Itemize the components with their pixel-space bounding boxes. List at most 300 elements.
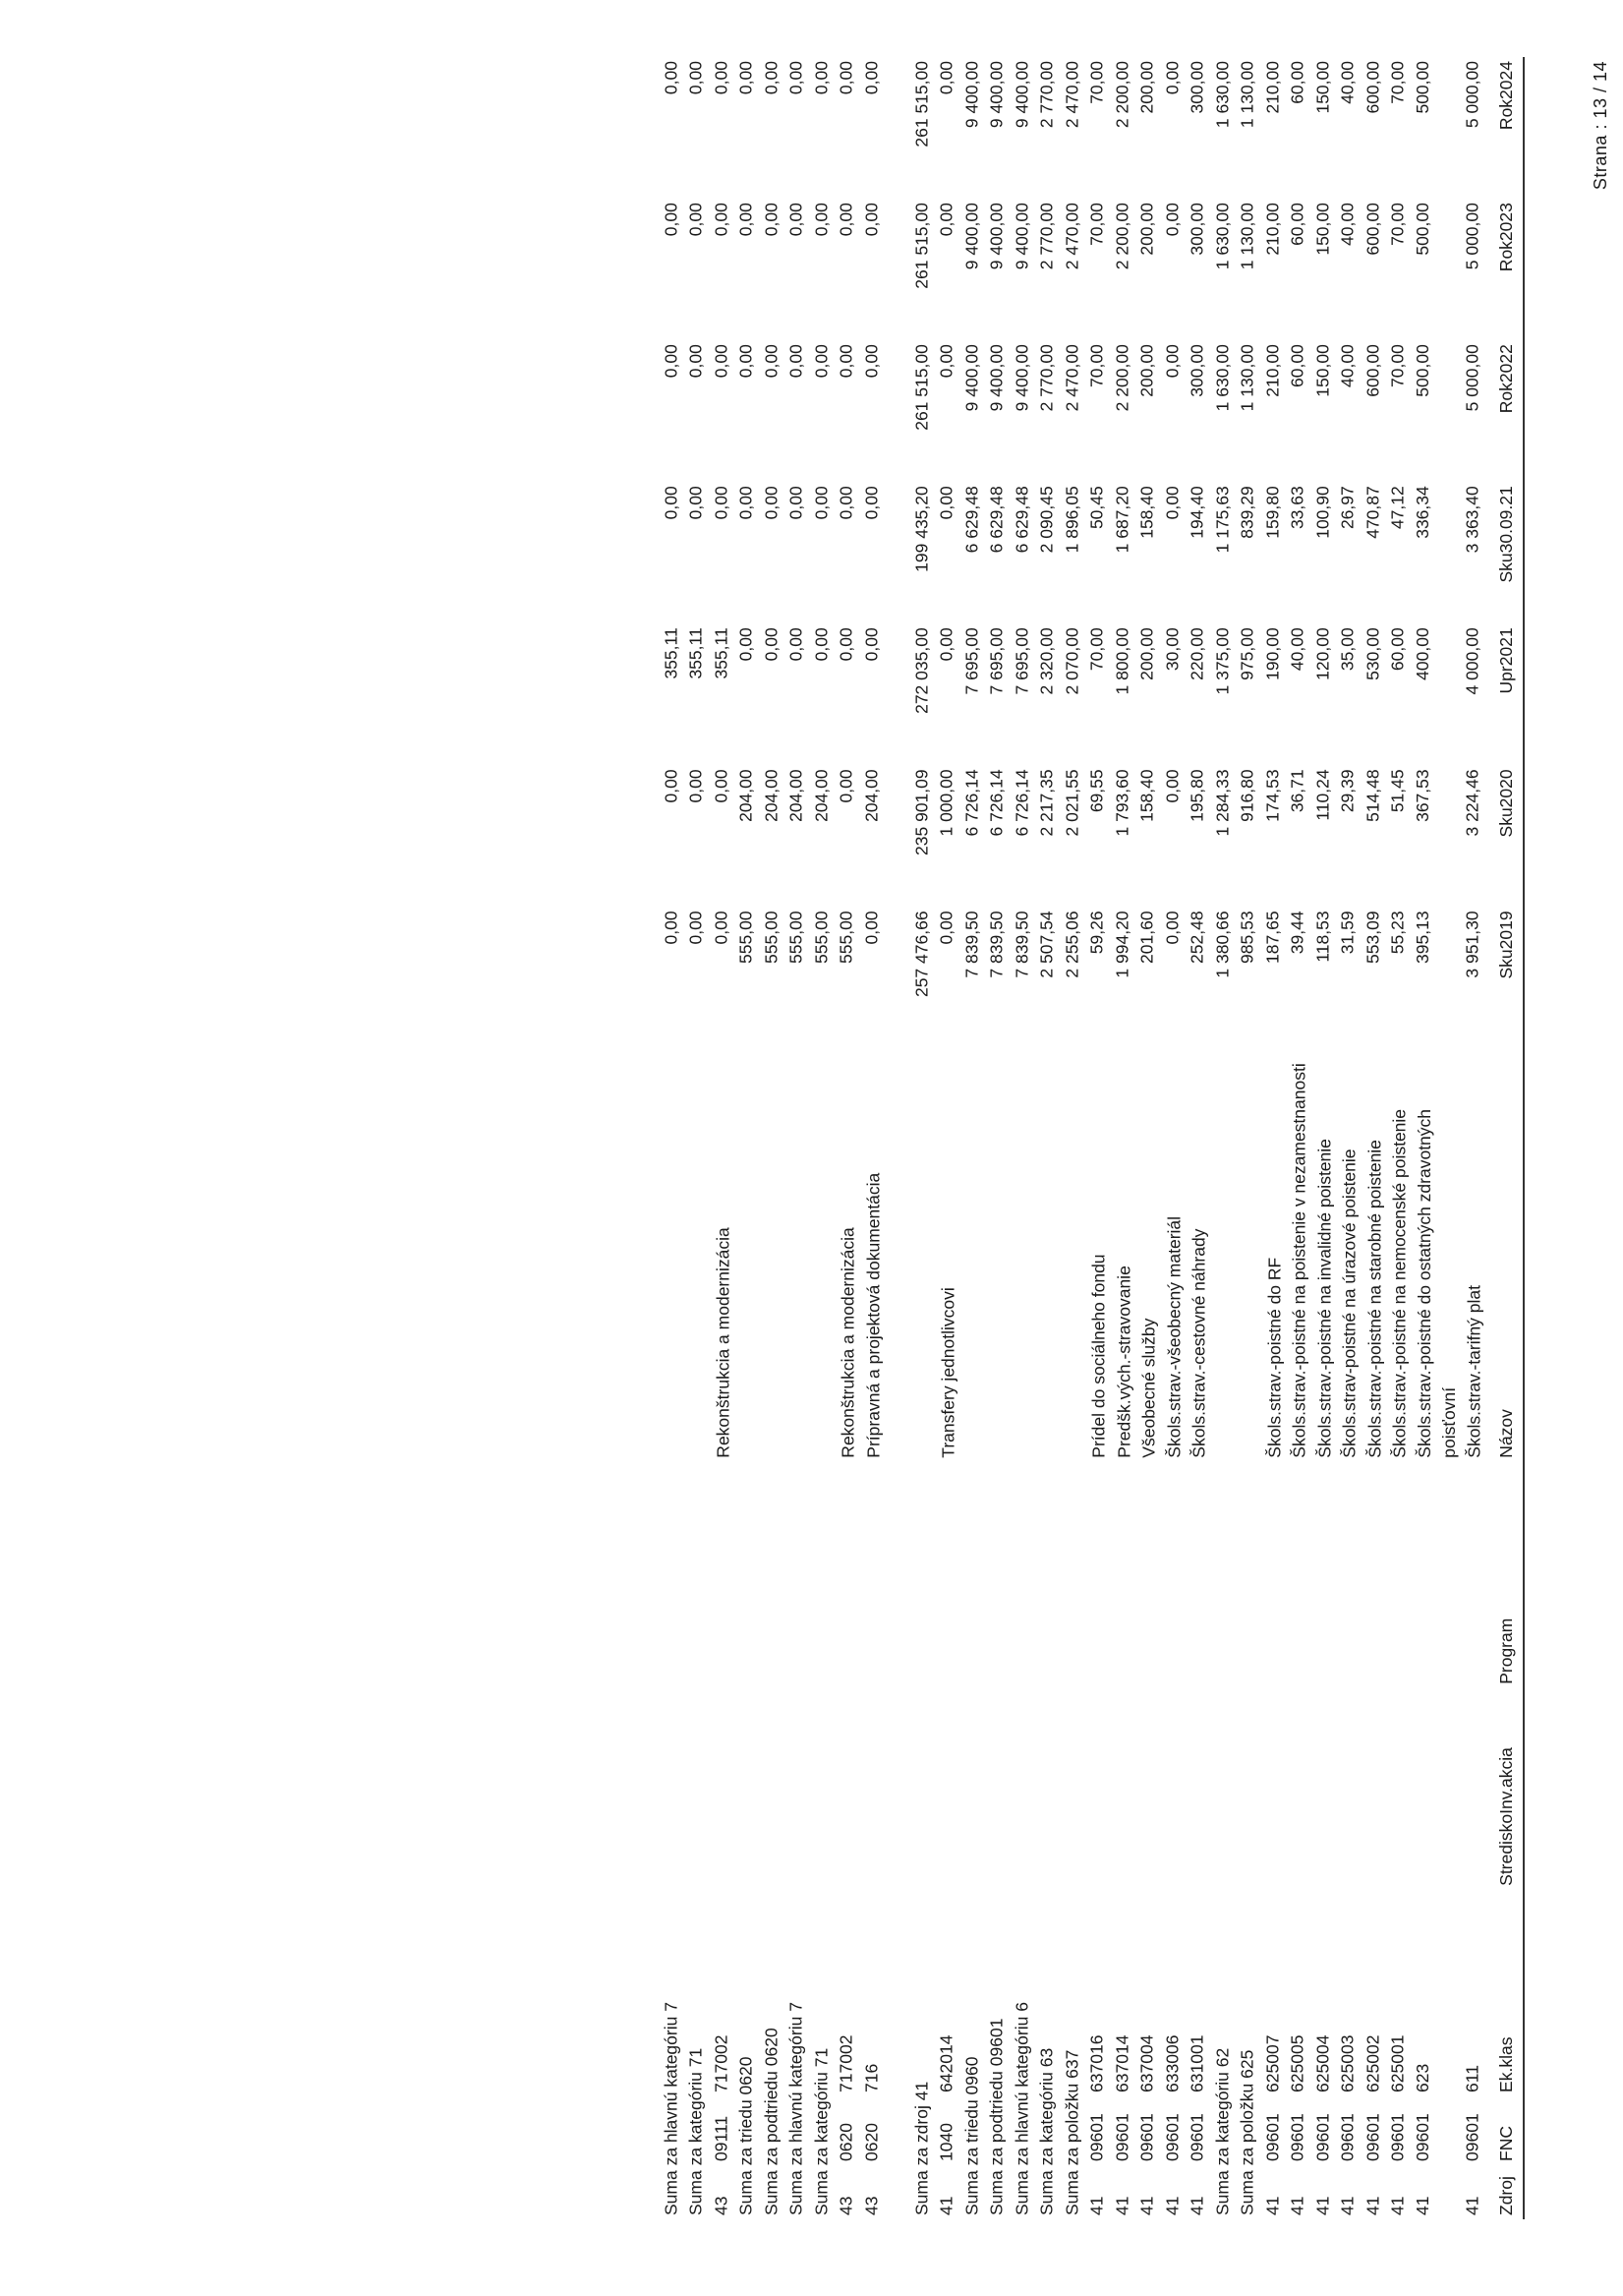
cell-rok2024: 0,00 [786,61,806,95]
cell-sku2019: 7 839,50 [961,911,982,978]
cell-zdroj: 41 [1338,2196,1358,2215]
cell-sku2020: 0,00 [1162,769,1183,803]
cell-upr2021: 0,00 [861,627,882,662]
cell-rok2023: 60,00 [1288,203,1307,246]
cell-sku300921: 0,00 [837,486,856,520]
cell-nazov: Škols.strav.-cestovné náhrady [1189,1228,1209,1458]
cell-rok2022: 60,00 [1288,344,1307,387]
sum-row [1238,57,1263,2219]
cell-ekklas: 611 [1462,2065,1482,2092]
cell-rok2024: 70,00 [1087,61,1107,104]
cell-rok2022: 70,00 [1388,344,1408,387]
col-header-sku300921: Sku30.09.21 [1495,486,1516,583]
cell-fnc: 09601 [1462,2113,1482,2161]
cell-ekklas: 631001 [1188,2034,1207,2092]
cell-ekklas: 642014 [937,2034,956,2092]
cell-rok2024: 0,00 [661,61,681,95]
table-row [1163,57,1188,2219]
cell-upr2021: 355,11 [711,627,731,679]
cell-sku300921: 839,29 [1238,486,1257,539]
cell-stredisko [1263,1688,1289,1890]
cell-stredisko [1313,1688,1339,1890]
cell-sku2020: 174,53 [1262,769,1283,822]
cell-fnc: 09601 [1137,2113,1157,2161]
cell-stredisko [862,1688,888,1890]
cell-rok2024: 300,00 [1188,61,1207,114]
cell-sku2019: 553,09 [1362,911,1383,964]
cell-ekklas: 625004 [1312,2034,1333,2092]
sum-label: Suma za triedu 0960 [961,2056,982,2215]
cell-rok2022: 9 400,00 [987,344,1007,412]
cell-rok2024: 0,00 [1162,61,1183,95]
cell-rok2023: 9 400,00 [1012,203,1032,270]
cell-rok2024: 0,00 [811,61,832,95]
cell-upr2021: 2 320,00 [1037,627,1057,695]
cell-sku2020: 51,45 [1388,769,1408,813]
cell-rok2024: 2 770,00 [1037,61,1057,129]
cell-rok2023: 261 515,00 [911,203,932,289]
sum-label: Suma za podtriedu 0620 [761,2028,782,2215]
cell-nazov: Škols.strav.-poistné na starobné poistenie [1364,1140,1385,1458]
sum-row [1063,57,1088,2219]
cell-sku2020: 69,55 [1087,769,1107,813]
cell-sku2020: 235 901,09 [911,769,932,855]
cell-ekklas: 625007 [1262,2034,1283,2092]
cell-rok2023: 40,00 [1338,203,1358,246]
col-header-rok2024: Rok2024 [1495,61,1516,131]
cell-rok2022: 600,00 [1362,344,1383,397]
cell-sku2020: 514,48 [1362,769,1383,822]
cell-rok2023: 2 770,00 [1037,203,1057,270]
cell-sku300921: 47,12 [1388,486,1408,530]
cell-fnc: 09601 [1112,2113,1132,2161]
cell-fnc: 09601 [1262,2113,1283,2161]
cell-sku2020: 0,00 [711,769,731,803]
table-row [1363,57,1389,2219]
cell-rok2024: 2 470,00 [1062,61,1082,129]
cell-ekklas: 637004 [1137,2034,1157,2092]
cell-rok2022: 2 200,00 [1112,344,1132,412]
cell-program [837,1462,862,1688]
cell-sku2020: 1 000,00 [937,769,956,837]
cell-sku300921: 159,80 [1262,486,1283,539]
cell-program [1414,1462,1463,1688]
cell-ekklas: 637014 [1112,2034,1132,2092]
cell-rok2023: 0,00 [761,203,782,237]
table-row [937,57,962,2219]
cell-rok2023: 0,00 [686,203,706,237]
cell-rok2022: 40,00 [1338,344,1358,387]
sum-row [786,57,812,2219]
cell-zdroj: 41 [1137,2196,1157,2215]
cell-upr2021: 200,00 [1137,627,1157,680]
cell-upr2021: 530,00 [1362,627,1383,680]
cell-sku300921: 0,00 [661,486,681,520]
cell-sku2019: 985,53 [1238,911,1257,964]
cell-rok2022: 200,00 [1137,344,1157,397]
cell-ekklas: 625005 [1288,2034,1307,2092]
cell-sku300921: 336,34 [1413,486,1433,539]
cell-rok2024: 0,00 [761,61,782,95]
cell-ekklas: 717002 [837,2034,856,2092]
cell-sku2019: 555,00 [786,911,806,964]
cell-fnc: 09111 [711,2115,731,2161]
cell-rok2024: 150,00 [1312,61,1333,114]
cell-sku2019: 187,65 [1262,911,1283,964]
cell-sku2019: 0,00 [661,911,681,945]
sum-label: Suma za triedu 0620 [736,2056,756,2215]
sum-label: Suma za kategóriu 71 [811,2047,832,2215]
cell-sku2019: 55,23 [1388,911,1408,955]
cell-nazov: Predšk.vých.-stravovanie [1114,1266,1134,1458]
cell-rok2023: 0,00 [661,203,681,237]
cell-sku2020: 6 726,14 [961,769,982,837]
cell-sku300921: 158,40 [1137,486,1157,539]
cell-stredisko [1288,1688,1313,1890]
cell-rok2023: 9 400,00 [987,203,1007,270]
sum-row [686,57,712,2219]
cell-ekklas: 717002 [711,2034,731,2092]
cell-program [937,1462,962,1688]
sum-row [736,57,762,2219]
cell-rok2023: 500,00 [1413,203,1433,256]
spacer-cell [887,57,912,2219]
cell-zdroj: 43 [861,2196,882,2215]
cell-sku2020: 110,24 [1312,769,1333,821]
cell-upr2021: 0,00 [811,627,832,662]
cell-sku2019: 0,00 [937,911,956,945]
cell-rok2024: 9 400,00 [961,61,982,129]
cell-program [1363,1462,1389,1688]
budget-table [662,57,1532,2219]
cell-rok2022: 500,00 [1413,344,1433,397]
cell-sku2019: 118,53 [1312,911,1333,963]
cell-sku2019: 0,00 [686,911,706,945]
cell-upr2021: 355,11 [661,627,681,679]
cell-rok2023: 0,00 [861,203,882,237]
cell-program [862,1462,888,1688]
cell-sku2020: 3 224,46 [1462,769,1482,837]
cell-upr2021: 0,00 [761,627,782,662]
cell-nazov: Škols.strav-poistné na úrazové poistenie [1340,1148,1360,1458]
sum-row [762,57,787,2219]
cell-fnc: 09601 [1288,2113,1307,2161]
sum-row [1013,57,1038,2219]
sum-label: Suma za kategóriu 63 [1037,2047,1057,2215]
cell-program [712,1462,737,1688]
cell-program [1388,1462,1414,1688]
cell-sku2020: 2 217,35 [1037,769,1057,837]
cell-rok2023: 1 630,00 [1212,203,1233,270]
cell-zdroj: 41 [1362,2196,1383,2215]
cell-rok2022: 1 130,00 [1238,344,1257,412]
cell-rok2022: 0,00 [736,344,756,379]
cell-sku2019: 257 476,66 [911,911,932,998]
cell-rok2022: 300,00 [1188,344,1207,397]
sum-row [987,57,1013,2219]
cell-upr2021: 355,11 [686,627,706,679]
cell-stredisko [1113,1688,1138,1890]
cell-sku2019: 1 380,66 [1212,911,1233,978]
cell-rok2024: 1 130,00 [1238,61,1257,129]
cell-sku2020: 0,00 [837,769,856,803]
cell-sku2020: 1 284,33 [1212,769,1233,837]
cell-upr2021: 0,00 [736,627,756,662]
cell-stredisko [937,1688,962,1890]
cell-rok2024: 200,00 [1137,61,1157,114]
cell-ekklas: 716 [861,2063,882,2092]
cell-program [1288,1462,1313,1688]
cell-zdroj: 41 [1162,2196,1183,2215]
cell-nazov: Škols.strav.-poistné do RF [1264,1257,1285,1458]
cell-nazov: Rekonštrukcia a modernizácia [713,1227,733,1458]
cell-upr2021: 220,00 [1188,627,1207,680]
table-row [1087,57,1113,2219]
cell-sku2020: 158,40 [1137,769,1157,822]
cell-zdroj: 41 [1087,2196,1107,2215]
col-header-rok2023: Rok2023 [1495,203,1516,272]
cell-rok2022: 150,00 [1312,344,1333,397]
table-row [1388,57,1414,2219]
cell-rok2023: 0,00 [1162,203,1183,237]
cell-sku2019: 3 951,30 [1462,911,1482,978]
sum-label: Suma za kategóriu 62 [1212,2047,1233,2215]
cell-ekklas: 625003 [1338,2034,1358,2092]
table-header [1487,57,1531,2219]
sum-label: Suma za hlavnú kategóriu 7 [786,2002,806,2215]
cell-sku300921: 0,00 [811,486,832,520]
sum-row [1213,57,1239,2219]
cell-rok2024: 261 515,00 [911,61,932,147]
cell-zdroj: 43 [711,2196,731,2215]
cell-sku2020: 29,39 [1338,769,1358,813]
cell-rok2024: 1 630,00 [1212,61,1233,129]
cell-rok2024: 2 200,00 [1112,61,1132,129]
cell-nazov: Škols.strav.-poistné do ostatných zdravotných poisťovní [1415,1108,1460,1458]
cell-sku300921: 3 363,40 [1462,486,1482,554]
cell-rok2023: 300,00 [1188,203,1207,256]
cell-sku2019: 201,60 [1137,911,1157,964]
cell-fnc: 09601 [1312,2113,1333,2161]
cell-nazov: Rekonštrukcia a modernizácia [839,1227,858,1458]
cell-rok2022: 0,00 [786,344,806,379]
cell-rok2024: 500,00 [1413,61,1433,114]
cell-upr2021: 30,00 [1162,627,1183,672]
cell-ekklas: 633006 [1162,2034,1183,2092]
cell-upr2021: 7 695,00 [961,627,982,695]
cell-nazov: Prípravná a projektová dokumentácia [863,1172,884,1458]
cell-sku2019: 2 255,06 [1062,911,1082,978]
cell-sku2020: 6 726,14 [1012,769,1032,837]
cell-sku300921: 0,00 [1162,486,1183,520]
cell-upr2021: 2 070,00 [1062,627,1082,695]
cell-sku2019: 7 839,50 [1012,911,1032,978]
cell-rok2023: 0,00 [837,203,856,237]
cell-sku300921: 0,00 [937,486,956,520]
cell-upr2021: 272 035,00 [911,627,932,714]
cell-stredisko [1338,1688,1363,1890]
cell-sku300921: 0,00 [736,486,756,520]
cell-sku2019: 7 839,50 [987,911,1007,978]
cell-zdroj: 41 [937,2196,956,2215]
cell-sku300921: 1 687,20 [1112,486,1132,554]
cell-sku300921: 6 629,48 [961,486,982,554]
cell-rok2024: 0,00 [837,61,856,95]
cell-upr2021: 975,00 [1238,627,1257,680]
cell-sku2019: 0,00 [1162,911,1183,945]
cell-sku300921: 194,40 [1188,486,1207,539]
cell-sku2019: 555,00 [837,911,856,964]
cell-nazov: Škols.strav.-poistné na poistenie v nezamestnanosti [1290,1063,1309,1458]
cell-sku2020: 204,00 [811,769,832,822]
cell-program [1087,1462,1113,1688]
cell-sku2020: 6 726,14 [987,769,1007,837]
cell-rok2022: 70,00 [1087,344,1107,387]
cell-sku2019: 555,00 [736,911,756,964]
cell-sku2019: 0,00 [711,911,731,945]
cell-sku2020: 0,00 [661,769,681,803]
cell-upr2021: 0,00 [937,627,956,662]
cell-rok2022: 5 000,00 [1462,344,1482,412]
cell-rok2024: 9 400,00 [987,61,1007,129]
cell-nazov: Škols.strav.-poistné na nemocenské poistenie [1390,1108,1410,1458]
cell-sku300921: 26,97 [1338,486,1358,530]
cell-sku2019: 252,48 [1188,911,1207,964]
cell-rok2023: 210,00 [1262,203,1283,256]
col-header-sku2019: Sku2019 [1495,911,1516,979]
cell-sku2020: 195,80 [1188,769,1207,822]
cell-sku2019: 1 994,20 [1112,911,1132,978]
cell-sku300921: 100,90 [1312,486,1333,539]
cell-sku2019: 2 507,54 [1037,911,1057,978]
cell-rok2022: 0,00 [861,344,882,379]
cell-program [1463,1462,1488,1688]
cell-program [1313,1462,1339,1688]
cell-rok2023: 0,00 [786,203,806,237]
cell-sku2020: 204,00 [736,769,756,822]
sum-row [812,57,838,2219]
cell-rok2022: 2 470,00 [1062,344,1082,412]
cell-sku2019: 39,44 [1288,911,1307,955]
cell-sku2020: 367,53 [1413,769,1433,822]
cell-rok2023: 0,00 [937,203,956,237]
cell-rok2022: 261 515,00 [911,344,932,431]
cell-rok2022: 0,00 [686,344,706,379]
cell-rok2022: 210,00 [1262,344,1283,397]
page-number: Strana : 13 / 14 [1591,61,1610,191]
cell-zdroj: 41 [1188,2196,1207,2215]
cell-nazov: Prídel do sociálneho fondu [1089,1254,1109,1458]
cell-sku2019: 555,00 [761,911,782,964]
cell-fnc: 0620 [861,2123,882,2161]
cell-zdroj: 41 [1462,2196,1482,2215]
sum-row [1037,57,1063,2219]
table-row [712,57,737,2219]
cell-sku2020: 204,00 [761,769,782,822]
cell-rok2022: 1 630,00 [1212,344,1233,412]
cell-sku300921: 199 435,20 [911,486,932,572]
cell-sku2019: 31,59 [1338,911,1358,955]
cell-sku300921: 1 896,05 [1062,486,1082,554]
cell-stredisko [1188,1688,1213,1890]
spacer-row [887,57,912,2219]
cell-stredisko [1388,1688,1414,1890]
cell-rok2023: 600,00 [1362,203,1383,256]
cell-rok2023: 70,00 [1388,203,1408,246]
col-header-ekklas: Ek.klas [1495,2036,1516,2092]
cell-sku2019: 555,00 [811,911,832,964]
cell-zdroj: 41 [1112,2196,1132,2215]
cell-rok2022: 0,00 [761,344,782,379]
cell-sku300921: 0,00 [761,486,782,520]
cell-sku2020: 204,00 [786,769,806,822]
cell-rok2024: 0,00 [937,61,956,95]
cell-nazov: Škols.strav.-poistné na invalidné poistenie [1314,1139,1335,1458]
cell-stredisko [1137,1688,1163,1890]
cell-rok2022: 0,00 [1162,344,1183,379]
cell-rok2024: 210,00 [1262,61,1283,114]
cell-fnc: 1040 [937,2123,956,2161]
cell-sku300921: 0,00 [711,486,731,520]
cell-rok2022: 0,00 [937,344,956,379]
cell-nazov: Škols.strav.-tarifný plat [1464,1284,1484,1458]
sum-label: Suma za kategóriu 71 [686,2047,706,2215]
cell-rok2023: 70,00 [1087,203,1107,246]
cell-program [1338,1462,1363,1688]
cell-rok2022: 2 770,00 [1037,344,1057,412]
cell-stredisko [712,1688,737,1890]
cell-upr2021: 7 695,00 [1012,627,1032,695]
cell-fnc: 09601 [1413,2113,1433,2161]
cell-fnc: 09601 [1338,2113,1358,2161]
cell-rok2023: 1 130,00 [1238,203,1257,270]
cell-zdroj: 41 [1388,2196,1408,2215]
cell-sku2020: 36,71 [1288,769,1307,813]
cell-stredisko [1087,1688,1113,1890]
col-header-zdroj: Zdroj [1495,2176,1516,2215]
col-header-sku2020: Sku2020 [1495,769,1516,838]
cell-rok2023: 5 000,00 [1462,203,1482,270]
sum-label: Suma za podtriedu 09601 [987,2018,1007,2215]
cell-rok2024: 0,00 [736,61,756,95]
cell-rok2024: 70,00 [1388,61,1408,104]
cell-stredisko [1463,1688,1488,1890]
cell-rok2022: 9 400,00 [961,344,982,412]
table-row [837,57,862,2219]
cell-sku300921: 0,00 [686,486,706,520]
cell-upr2021: 1 800,00 [1112,627,1132,695]
cell-sku300921: 50,45 [1087,486,1107,530]
cell-sku2020: 0,00 [686,769,706,803]
cell-sku2020: 1 793,60 [1112,769,1132,837]
table-row [1338,57,1363,2219]
cell-fnc: 0620 [837,2123,856,2161]
cell-rok2023: 150,00 [1312,203,1333,256]
cell-fnc: 09601 [1388,2113,1408,2161]
cell-fnc: 09601 [1362,2113,1383,2161]
cell-stredisko [1363,1688,1389,1890]
cell-rok2024: 5 000,00 [1462,61,1482,129]
cell-upr2021: 70,00 [1087,627,1107,672]
table-row [862,57,888,2219]
cell-program [1113,1462,1138,1688]
cell-upr2021: 190,00 [1262,627,1283,680]
cell-ekklas: 637016 [1087,2034,1107,2092]
cell-stredisko [837,1688,862,1890]
cell-fnc: 09601 [1087,2113,1107,2161]
cell-zdroj: 41 [1312,2196,1333,2215]
sum-label: Suma za hlavnú kategóriu 7 [661,2002,681,2215]
